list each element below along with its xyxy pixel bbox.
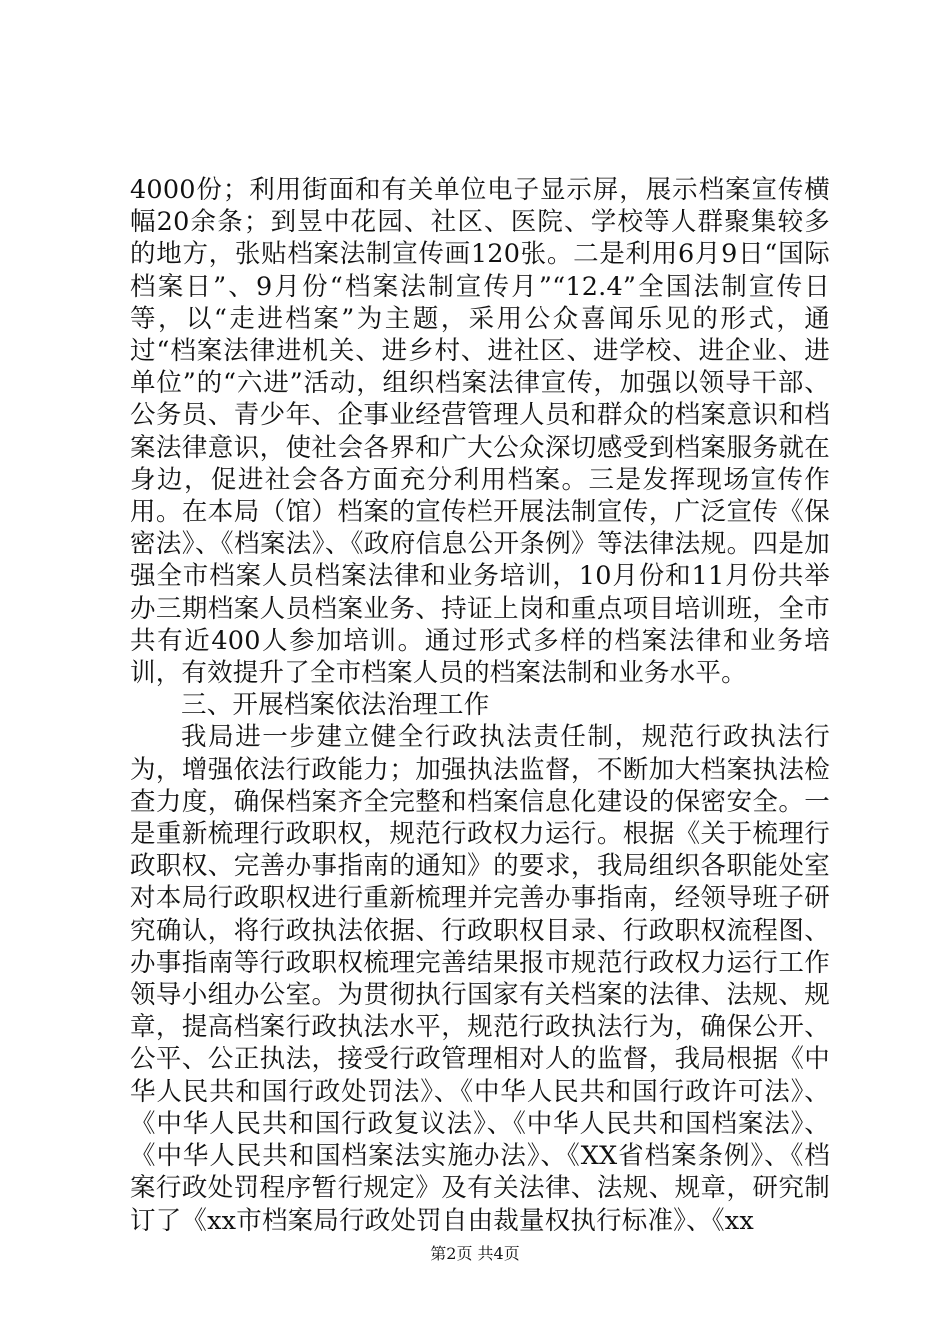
section-heading: 三、开展档案依法治理工作 bbox=[181, 690, 490, 721]
paragraph: 我局进一步建立健全行政执法责任制，规范行政执法行为，增强依法行政能力；加强执法监督，不断加大档案执法检查力度，确保档案齐全完整和档案信息化建设的保密安全。一是重新梳理行政职权，规范行政权力运行。根据《关于梳理行政职权、完善办事指南的通知》的要求，我局组织各职能处室对本局行政职权进行重新梳理并完善办事指南，经领导班子研究确认，将行政执法依据、行政职权目录、行政职权流程图、办事指南等行政职权梳理完善结果报市规范行政权力运行工作领导小组办公室。为贯彻执行国家有关档案的法律、法规、规章，提高档案行政执法水平，规范行政执法行为，确保公开、公平、公正执法，接受行政管理相对人的监督，我局根据《中华人民共和国行政处罚法》、《中华人民共和国行政许可法》、《中华人民共和国行政复议法》、《中华人民共和国档案法》、《中华人民共和国档案法实施办法》、《XX省档案条例》、《档案行政处罚程序暂行规定》及有关法律、法规、规章，研究制订了《xx市档案局行政处罚自由裁量权执行标准》、《xx bbox=[130, 722, 830, 1236]
page-number: 第2页 共4页 bbox=[430, 1244, 520, 1263]
document-body bbox=[130, 174, 830, 1237]
paragraph-continued: 4000份；利用街面和有关单位电子显示屏，展示档案宣传横幅20余条；到昱中花园、社区、医院、学校等人群聚集较多的地方，张贴档案法制宣传画120张。二是利用6月9日“国际档案日”、9月份“档案法制宣传月”“12.4”全国法制宣传日等，以“走进档案”为主题，采用公众喜闻乐见的形式，通过“档案法律进机关、进乡村、进社区、进学校、进企业、进单位”的“六进”活动，组织档案法律宣传，加强以领导干部、公务员、青少年、企事业经营管理人员和群众的档案意识和档案法律意识，使社会各界和广大公众深切感受到档案服务就在身边，促进社会各方面充分利用档案。三是发挥现场宣传作用。在本局（馆）档案的宣传栏开展法制宣传，广泛宣传《保密法》、《档案法》、《政府信息公开条例》等法律法规。四是加强全市档案人员档案法律和业务培训，10月份和11月份共举办三期档案人员档案业务、持证上岗和重点项目培训班，全市共有近400人参加培训。通过形式多样的档案法律和业务培训，有效提升了全市档案人员的档案法制和业务水平。 bbox=[130, 175, 830, 689]
